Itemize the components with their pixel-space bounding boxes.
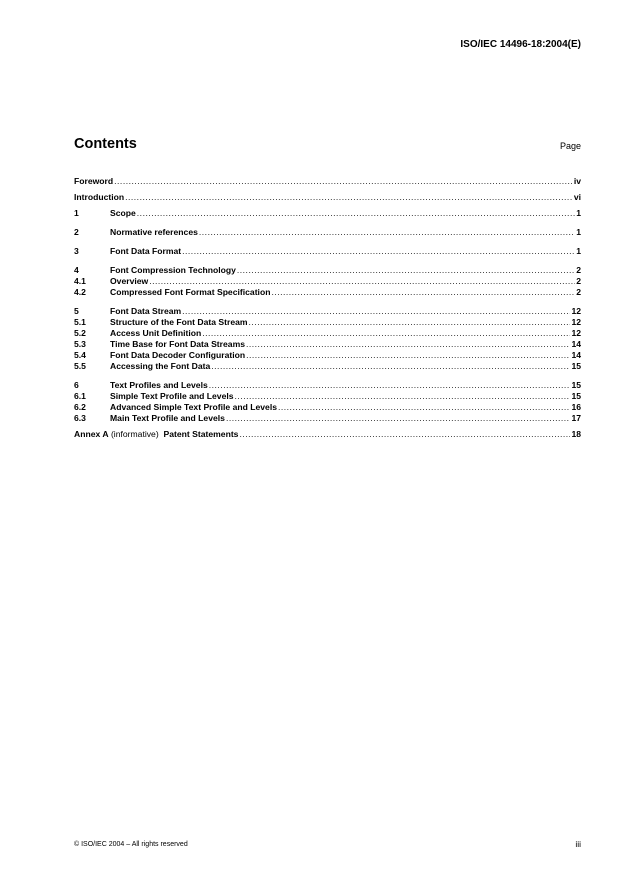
- toc-entry-structure-font-data-stream[interactable]: 5.1 Structure of the Font Data Stream ..... 12: [74, 317, 581, 328]
- toc-entry-normative-references[interactable]: 2 Normative references ..... 1: [74, 227, 581, 238]
- page-column-label: Page: [559, 141, 581, 151]
- toc-entry-font-data-stream[interactable]: 5 Font Data Stream ..... 12: [74, 306, 581, 317]
- toc-entry-text-profiles[interactable]: 6 Text Profiles and Levels ..... 15: [74, 380, 581, 391]
- contents-title: Contents: [74, 136, 137, 152]
- toc-entry-annex-a[interactable]: Annex A (informative) Patent Statements ..... 18: [74, 429, 581, 440]
- toc-entry-font-compression-technology[interactable]: 4 Font Compression Technology ..... 2: [74, 265, 581, 276]
- toc-entry-font-data-format[interactable]: 3 Font Data Format ..... 1: [74, 246, 581, 257]
- table-of-contents: [74, 176, 581, 440]
- toc-entry-scope[interactable]: 1 Scope ..... 1: [74, 208, 581, 219]
- toc-entry-compressed-font-format[interactable]: 4.2 Compressed Font Format Specification ..... 2: [74, 287, 581, 298]
- toc-entry-foreword[interactable]: Foreword ..... iv: [74, 176, 581, 187]
- toc-entry-accessing-font-data[interactable]: 5.5 Accessing the Font Data ..... 15: [74, 361, 581, 372]
- toc-entry-decoder-configuration[interactable]: 5.4 Font Data Decoder Configuration ..... 14: [74, 350, 581, 361]
- toc-entry-time-base[interactable]: 5.3 Time Base for Font Data Streams ..... 14: [74, 339, 581, 350]
- toc-entry-simple-text-profile[interactable]: 6.1 Simple Text Profile and Levels ..... 15: [74, 391, 581, 402]
- footer-copyright: © ISO/IEC 2004 – All rights reserved: [74, 841, 188, 848]
- toc-entry-advanced-simple-text-profile[interactable]: 6.2 Advanced Simple Text Profile and Levels ..... 16: [74, 402, 581, 413]
- toc-entry-introduction[interactable]: Introduction ..... vi: [74, 192, 581, 203]
- toc-entry-main-text-profile[interactable]: 6.3 Main Text Profile and Levels ..... 17: [74, 413, 581, 424]
- toc-entry-overview[interactable]: 4.1 Overview ..... 2: [74, 276, 581, 287]
- footer-page-number: iii: [575, 839, 581, 849]
- toc-entry-access-unit-definition[interactable]: 5.2 Access Unit Definition ..... 12: [74, 328, 581, 339]
- document-id-header: ISO/IEC 14496-18:2004(E): [460, 39, 581, 50]
